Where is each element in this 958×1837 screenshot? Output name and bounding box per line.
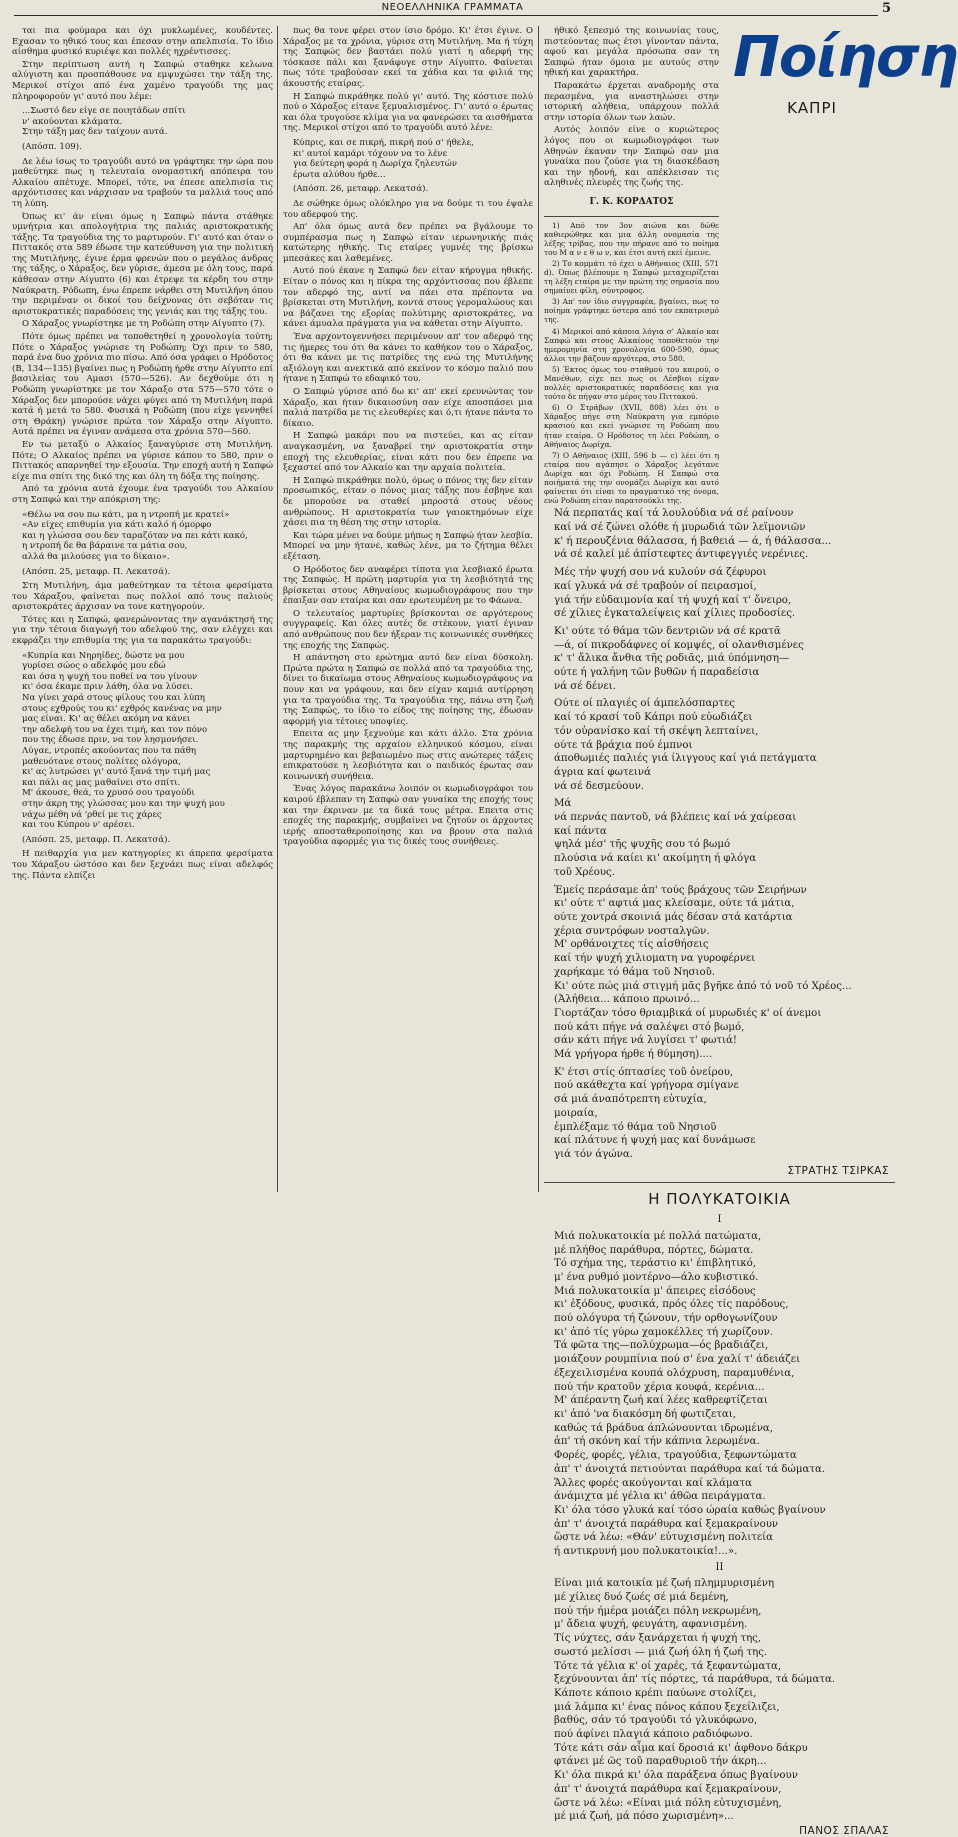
poem-line: μ' ἄδεια ψυχή, φευγάτη, αφανισμένη. — [554, 1619, 748, 1631]
poem-line: κι' ἀπό τίς γύρω χαμοκέλλες τή χωρίζουν. — [554, 1326, 774, 1338]
verse-quote — [12, 651, 273, 831]
poem-line: Μά — [554, 798, 572, 810]
poem-line: νά σέ καλεί μέ άπίστεφτες άντιφεγγιές νερένιες. — [554, 549, 809, 561]
article-continuation — [544, 26, 719, 507]
citation: (Απόσπ. 26, μεταφρ. Λεκατσά). — [293, 184, 429, 195]
verse-line: στην άκρη της γλώσσας μου και την ψυχή μου — [22, 798, 225, 809]
paragraph: Εν τω μεταξύ ο Αλκαίος ξαναγύρισε στη Μυτιλήνη. Πότε; Ο Αλκαίος πρέπει να γύρισε κάπου το 580, πριν ο Πιττακός απαρνηθεί την εξουσία. Την εποχή αυτή η Σαπφώ είχε πια σπίτι της δικό της και όλη τη δόξα της ποίησης. — [12, 439, 273, 482]
verse-line: ν' ακούονται κλάματα. — [22, 116, 123, 127]
poem-line: σά μιά άναπότρεπτη εὐτυχία, — [554, 1094, 707, 1106]
poem-line: σάν κάτι πήγε νά λυγίσει τ' φωτιά! — [554, 1035, 738, 1047]
poem-line: νά περνάς παντοῦ, νά βλέπεις καί νά χαίρεσαι — [554, 812, 797, 824]
citation: (Απόσπ. 25, μεταφρ. Π. Λεκατσά). — [22, 566, 171, 577]
poem-line: Κάποτε κάποιο κρέπι παύωνε στολίζει, — [554, 1687, 757, 1699]
poem-stanza — [554, 566, 895, 621]
poetry-column — [544, 25, 958, 1837]
verse-line: νάχω μέθη νά 'ρθεί με τις χάρες — [22, 809, 162, 820]
verse-line: «Θέλω να σου πω κάτι, μα η ντροπή με κρατεί» — [22, 509, 230, 520]
paragraph: 4) Μερικοί από κάποια λόγια σ' Αλκαίο και Σαπφώ και στους Αλκαίους τοποθετούν την ημερομηνία στη χρονολογία 600-590, όμως άλλοι την βάζουν αργότερα, στο 580. — [544, 326, 719, 363]
verse-line: αλλά θα μιλούσες για το δίκαιο». — [22, 551, 170, 562]
poem-stanza — [554, 797, 895, 879]
paragraph: 1) Από τον 3ον αιώνα και δώθε καθιερώθηκε και μια άλλη ονομασία της λέξης τρίβας, που την πήρανε από το ποίημα του Μ α ν ε θ ω ν, και έτσι αυτή εκεί έμεινε. — [544, 220, 719, 257]
poem-line: κ' τ' ἄλικα ἄνθια τῆς ροδιᾶς, μιά ύπόμνηση— — [554, 653, 790, 665]
col2-text — [283, 26, 533, 134]
poem-line: γιά τήν εὐδαιμονία καί τή ψυχή καί τ' ὄνειρο, — [554, 594, 792, 606]
poem-line: ἀπ' τή σκόνη καί τήν κάπνια λερωμένα. — [554, 1436, 760, 1448]
poem-line: ἀπ' τ' άνοιχτά παράθυρα καί ξεμακραίνουν, — [554, 1783, 782, 1795]
paragraph: Η Σαπφώ πικράθηκε πολύ γι' αυτό. Της κόστισε πολύ πού ο Χάραξος είτανε ξεμυαλισμένος. Γι' αυτό ο έρωτας και όλα τρυγούσε κλίμα για να φανερώσει τα αισθήματα της. Μερικοί στίχοι από το τραγούδι αυτό λένε: — [283, 91, 533, 134]
verse-line: Κύπρις, και σε πικρή, πικρή πού σ' ήθελε, — [293, 137, 474, 148]
poem-line: Κι' όλα τόσο γλυκά καί τόσο ώραία καθώς βγαίνουν — [554, 1504, 826, 1516]
paragraph: Η Σαπφώ μακάρι που να πιστεύει, και ας είταν αναγκασμένη, να ξαναβρεί την αριστοκρατία στην εποχή της ελευθερίας, είναι κάτι που δεν έπρεπε να ξεχαστεί από τον Αλκαίο και την αρχαία πολιτεία. — [283, 431, 533, 474]
verse-line: και η γλώσσα σου δεν ταραζόταν να πει κάτι κακό, — [22, 530, 248, 541]
column-divider — [538, 26, 539, 1192]
poem-line: ούτε τά βράχια πού έμπνοι — [554, 739, 693, 751]
journal-title: ΝΕΟΕΛΛΗΝΙΚΑ ΓΡΑΜΜΑΤΑ — [0, 2, 905, 13]
verse-line: κι' αυτοί καμάρι τόχουν να το λένε — [293, 148, 448, 159]
paragraph: Πότε όμως πρέπει να τοποθετηθεί η χρονολογία τούτη; Πότε ο Χάραξος γνώρισε τη Ροδώπη; Όχι πριν το 580, παρά ένα δυο χρόνια πιο πίσω. Από όσα γράφει ο Ηρόδοτος (B, 134—135) βγαίνει πως η Ροδώπη ήρθε στην Αίγυπτο επί βασιλείας του Αμασι (570—526). Αν δεχθούμε ότι η Ροδώπη γνωρίστηκε με τον Χάραξο στα 575—570 τότε ο Χάραξος δεν μπορούσε νάχει φύγει από τη Μυτιλήνη παρά κατά ή μετά το 580. Φυσικά η Ροδώπη (που είχε γεννηθεί στη Θράκη) γνώρισε πρώτα τον Χάραξο στην Αίγυπτο. Αυτά πρέπει να έγιναν ανάμεσα στα χρόνια 570—560. — [12, 332, 274, 438]
paragraph: 5) Έκτος όμως του σταθμού του καιρού, ο Μανέθων, είχε πει πως οι Λέσβιοι είχαν πολλές αριστοκρατικές παραδόσεις και για τούτο δε πήγαν στο μέρος του Πιττακού. — [544, 364, 719, 402]
poem-line: Κι' ούτε τό θάμα τῶν δεντριῶν νά σέ κρατᾶ — [554, 625, 781, 637]
poem-line: χαρήκαμε τό θάμα τοῦ Νησιοῦ. — [554, 966, 716, 978]
poem-line: κι' ούτε τ' αφτιά μας κλείσαμε, ούτε τά μάτια, — [554, 898, 795, 910]
poem-line: Νά περπατάς καί τά λουλούδια νά σέ ραίνουν — [554, 508, 794, 520]
col2-text — [283, 199, 533, 848]
poem-line: καί τήν ψυχή χιλιοματη να γυροφέρνει — [554, 953, 756, 965]
paragraph: Και τώρα μένει να δούμε μήπως η Σαπφώ ήταν λεσβία. Μπορεί να μην ήτανε, καθώς λένε, μα το ζήτημα θέλει εξέταση. — [283, 530, 533, 562]
poem-line: ἐμπλέξαμε τό θάμα τοῦ Νησιοῦ — [554, 1121, 717, 1133]
poem-line: νά σέ δένει. — [554, 680, 616, 692]
poem-stanza — [554, 625, 895, 694]
verse-line: για δεύτερη φορά η Δωρίχα ζηλευτών — [293, 159, 457, 170]
poem-line: ή αντικρυνή μου πολυκατοικία!...». — [554, 1546, 738, 1558]
poem-title: ΚΑΠΡΙ — [787, 99, 837, 117]
paragraph: Αυτός λοιπόν είνε ο κυριώτερος λόγος που οι κωμωδιογράφοι των Αθηνών έκαναν την Σαπφώ σαν μια γυναίκα που ζούσε για τη διασκέδαση και την ηδονή, και απέκλεισαν τις αληθινές πλευρές της ζωής της. — [544, 125, 719, 189]
poem-line: καί πάντα — [554, 825, 607, 837]
section-title: Ποίηση — [733, 25, 958, 90]
poem-line: χέρια συντρόφων νοσταλγῶν. — [554, 925, 710, 937]
poem-line: πλούσια νά καίει κι' ακοίμητη ή φλόγα — [554, 853, 757, 865]
paragraph: Επειτα ας μην ξεχνούμε και κάτι άλλο. Στα χρόνια της παρακμής της αρχαίου ελληνικού κόσμου, είναι μαρτυρημένο και βεβαιωμένο πως στις ανώτερες τάξεις επικρατούσε η λεσβιότητα και ο παιδικός έρωτας σαν κοινωνική συνήθεια. — [283, 729, 533, 782]
article-column-1 — [12, 26, 273, 1194]
paragraph: Ένα αρχοντογεννήσει περιμένουν απ' τον αδερφό της τις ήμερες του ότι θα κάνει το καθήκον του ο Χάραξος, ότι θα κάνει με τις πατρίδες της ενώ της Μυτιλήνης αξιόλογη και ανεκτικά από εκείνον το κόσμο παλιό που ήτανε η Σαπφώ το εδαφικό του. — [283, 332, 533, 385]
paragraph: Στη Μυτιλήνη, άμα μαθεύτηκαν τα τέτοια φερσίματα του Χάραξου, φαίνεται πως πολλοί από τους παλιούς αριστοκράτες άρχισαν να τονε κατηγορούν. — [12, 581, 273, 613]
poem-line: πού τήν ήμέρα μοιάζει πόλη νεκρωμένη, — [554, 1605, 762, 1617]
poem-line: τοῦ Χρέους. — [554, 866, 615, 878]
paragraph: Ο τελευταίος μαρτυρίες βρίσκονται σε αργότερους συγγραφείς. Και όλες αυτές δε στέκουν, γιατί έγιναν από ανθρώπους που δεν ήξεραν τις κοινωνικές συνθήκες της εποχής της Σαπφώς. — [283, 608, 533, 651]
verse-line: γυρίσει σώος ο αδελφός μου εδώ — [22, 661, 166, 672]
paragraph: Από τα χρόνια αυτά έχουμε ένα τραγούδι του Αλκαίου στη Σαπφώ και την απόκριση της: — [12, 484, 273, 505]
citation: (Απόσπ. 109). — [22, 141, 82, 152]
poem-line: Τότε τά γέλια κ' οί χαρές, τά ξεφαντώματα, — [554, 1660, 782, 1672]
poem-line: πού άφίνει πλαγιά κάποιο ραδιόφωνο. — [554, 1729, 753, 1741]
poem-line: κι' ἐξόδους, φυσικά, πρός όλες τίς παρόδους, — [554, 1299, 789, 1311]
col1-text — [12, 849, 273, 881]
poem-line: ὥστε νά λέω: «Θάν' εὐτυχισμένη πολιτεία — [554, 1532, 774, 1544]
verse-line: και του Κύπρου ν' αρέσει. — [22, 820, 135, 831]
verse-quote — [12, 510, 273, 563]
verse-line: έρωτα αλύθου ήρθε... — [293, 169, 386, 180]
poem-line: άγρια καί φωτεινά — [554, 766, 651, 778]
poem-line: Κι' ούτε πώς μιά στιγμή μᾶς βγῆκε ἀπό τό νοῦ τό Χρέος... — [554, 980, 852, 992]
col1-text — [12, 26, 273, 102]
paragraph: 7) Ο Αθήναιος (XIII, 596 b — c) λέει ότι η εταίρα που αγάπησε ο Χάραξος λεγότανε Δωρίχα και όχι Ροδώπη. Η Σαπφώ στα ποιήματά της την ονομάζει Δωρίχα και αυτό φαίνεται ότι είναι το πραγματικό της όνομα, ενώ Ροδώπη είταν παρατσούκλι της. — [544, 450, 719, 506]
poem-line: Τό σχήμα της, τεράστιο κι' έπιβλητικό, — [554, 1258, 756, 1270]
paragraph: Ο Ηρόδοτος δεν αναφέρει τίποτα για λεσβιακό έρωτα της Σαπφώς. Η πρώτη μαρτυρία για τη λεσβιότητά της βρίσκεται στους Αθηναίους κωμωδιογράφους που την έπαιξαν σαν εταίρα και σαν ερωτευμένη με το Φάωνα. — [283, 564, 533, 607]
verse-line: κι' ας λυτρώσει γι' αυτό ξανά την τιμή μας — [22, 767, 211, 778]
poem-line: πού τήν κρατοῦν χέρια κουφά, κερένια... — [554, 1381, 765, 1393]
poem-line: ψηλά μέσ' τῆς ψυχῆς σου τό βωμό — [554, 839, 731, 851]
poem-line: άνάμιχτα μέ γέλια κι' άθῶα πειράγματα. — [554, 1491, 766, 1503]
verse-line: κι' όσα έκαμε πριν λάθη, όλα να λύσει. — [22, 682, 193, 693]
poem-line: Φορές, φορές, γέλια, τραγούδια, ξεφωντώματα — [554, 1450, 797, 1462]
poem-line: πού κάτι πήγε νά σαλέψει στό βωμό, — [554, 1021, 745, 1033]
citation: (Απόσπ. 25, μεταφρ. Π. Λεκατσά). — [22, 834, 171, 845]
poem-author: ΣΤΡΑΤΗΣ ΤΣΙΡΚΑΣ — [787, 1164, 889, 1177]
verse-line: «Κυπρία και Νηρηίδες, δώστε να μου — [22, 650, 185, 661]
poem-line: Γιορτάζαν τόσο θριαμβικά οί μυρωδιές κ' οί άνεμοι — [554, 1007, 822, 1019]
poem-line: βαθύς, σάν τό τραγούδι τό γλυκόφωνο, — [554, 1715, 758, 1727]
verse-line: στους εχθρούς του κι' εχθρός κανένας να μην — [22, 703, 222, 714]
paragraph: 2) Το κομμάτι τό έχει ο Αθήναιος (XIII, 571 d). Όπως βλέπουμε η Σαπφώ μεταχειρίζεται τη λέξη εταίρα με την πρώτη της σημασία που σημαίνει φίλη, σύντροφος. — [544, 258, 719, 296]
poem-line: μοιάζουν ρουμπίνια πού σ' ένα χαλί τ' άδειάζει — [554, 1354, 801, 1366]
poem-line: πού ολόγυρα τή ζώνουν, τήν ορθογωνίζουν — [554, 1313, 778, 1325]
paragraph: Ένας λόγος παρακάνω λοιπόν οι κωμωδιογράφοι του καιρού έβλεπαν τη Σαπφώ σαν γυναίκα της εποχής τους και την έκριναν με τα δικά τους μέτρα. Επειτα στις εποχές της παρακμής, συμβαίνει να ζητούν οι άρχοντες ιερής αποσταθεροποίησης και να βρουν στα παλιά τραγούδια αφορμές για τις δικές τους συνήθειες. — [283, 784, 533, 848]
poem-line: Μ' ορθάνοιχτες τίς αἰσθήσεις — [554, 939, 709, 951]
verse-line: και όσα η ψυχή του ποθεί να του γίνουν — [22, 671, 198, 682]
article-signature: Γ. Κ. ΚΟΡΔΑΤΟΣ — [589, 196, 674, 207]
poem-line: ούτε χοντρά σκοινιά μάς δέσαν στά κατάρτια — [554, 912, 793, 923]
verse-line: ...Σωστό δεν είγε σε ποιητάδων σπίτι — [22, 106, 186, 117]
poem-line: καί νά σέ ζώνει ολόθε ή μυρωδιά τῶν λεϊμονιῶν — [554, 522, 806, 534]
poem-line: Μ' άπέραντη ζωή καί λέες καθρεφτίζεται — [554, 1395, 768, 1407]
poem-stanza — [554, 507, 895, 562]
page-header — [0, 0, 905, 24]
poem-line: Τά φῶτα της—πολύχρωμα—ός βραδιάζει, — [554, 1340, 769, 1352]
poem-line: μιά λάμπα κι' ένας πόνος κάπου ξεχείλιζει, — [554, 1701, 780, 1713]
paragraph: Παρακάτω έρχεται αναδρομής στα περασμένα, για αναστηλώσει στην ιστορική αλήθεια, υπάρχουν πολλά στην ιστορία όλων των λαών. — [544, 80, 719, 123]
poem-line: ὥστε νά λέω: «Είναι μιά πόλη εὐτυχισμένη, — [554, 1797, 782, 1809]
poem-line: κ' ή περουζένια θάλασσα, ή βαθειά — ά, ή θάλασσα... — [554, 535, 832, 547]
poem-line: φτάνει μέ ῶς τοῦ παραθυριοῦ τήν άκρη... — [554, 1756, 767, 1768]
column-divider — [277, 26, 278, 1192]
poem-body — [544, 1577, 895, 1824]
verse-quote — [12, 106, 273, 138]
verse-line: και πάλι ας μας μαθαίνει στο σπίτι. — [22, 777, 181, 788]
poem-line: καί γλυκά νά σέ τραβούν οί πειρασμοί, — [554, 580, 757, 592]
poem-stanza — [554, 1066, 895, 1162]
poem-author: ΠΑΝΟΣ ΣΠΑΛΑΣ — [799, 1824, 889, 1837]
poem-line: γιά τόν άγώνα. — [554, 1148, 633, 1160]
verse-line: Να γίνει χαρά στους φίλους του και λύπη — [22, 693, 205, 704]
poem-line: έξεχειλισμένα κουπά ολόχρυση, παραμυθένια, — [554, 1367, 795, 1379]
poem-line: καθώς τά βράδυα άπλώνουνται ιδρωμένα, — [554, 1422, 774, 1434]
paragraph: ται πια φούμαρα και όχι μυκλωμένες, κουδέντες. Εχασαν το ηθικό τους και έπεσαν στην απελπισία. Το ίδιο αίσθημα φυσικό κυριέψε και πολλές ηχρέντισσες. — [12, 26, 273, 58]
poem-line: μοιραία, — [554, 1107, 598, 1119]
poem-line: σωστό μελίσσι — μιά ζωή όλη ή ζωή της. — [554, 1646, 768, 1658]
poem-line: ἀπ' τ' άνοιχτά πετιούνται παράθυρα καί τά δώματα. — [554, 1463, 826, 1475]
paragraph: Αυτό πού έκανε η Σαπφώ δεν είταν κήρυγμα ηθικής. Είταν ο πόνος και η πίκρα της αρχόντισσας που έβλεπε τον αδερφό της, αντί να πάει στα πρέποντα να βρίσκεται στη Μυτιλήνη, κοντά στους γερομαλώους και να βάζανει της εξορίας πολύτιμης αριστοκράτες, να κάνει άμυαλα πράγματα για να κάθεται στην Αίγυπτο. — [283, 266, 533, 330]
paragraph: Η Σαπφώ πικράθηκε πολύ, όμως ο πόνος της δεν είταν προσωπικός, είταν ο πόνος μιας τάξης που έσβηνε και δε μπορούσε να σταθεί μπροστά στους νέους ανθρώπους. Η αριστοκρατία των γαιοκτημόνων είχε χάσει πια τη θέση της στην ιστορία. — [283, 475, 533, 529]
poem-line: —ά, οί πικροδάφνες οί κομψές, οί ολανθισμένες — [554, 639, 804, 651]
poem-line: μ' ένα ρυθμό μοντέρνο—άλο κυβιστικό. — [554, 1271, 759, 1283]
verse-line: μαθευότανε στους πολίτες ολόγυρα, — [22, 756, 182, 767]
paragraph: ήθικό ξεπεσμό της κοινωνίας τους, πιστεύοντας πως έτσι γίνονταν πάντα, αφού και μεγάλα πρόσωπα σαν τη Σαπφώ ήταν όμοια με αυτούς στην ηθική και χαρακτήρα. — [544, 26, 719, 79]
verse-line: μας είναι. Κι' ας θέλει ακόμη να κάνει — [22, 714, 191, 725]
poem-line: Ἄλλες φορές ακούγονται καί κλάματα — [554, 1477, 753, 1489]
col1-text — [12, 581, 273, 647]
paragraph: Η πειθαρχία για μεν κατηγορίες κι άπρεπα φερσίματα του Χάραξου ώστόσο και δεν ξεχνάει πως είναι αδελφός της. Πάντα ελπίζει — [12, 849, 273, 881]
poem-line: μέ πλήθος παράθυρα, πόρτες, δώματα. — [554, 1244, 754, 1256]
col1-text — [12, 157, 273, 506]
poem-line: καί τό κρασί τοῦ Κάπρι πού εὐωδιάζει — [554, 712, 753, 724]
poem-line: Μά γρήγορα ήρθε ή θύμηση).... — [554, 1049, 713, 1061]
paragraph: Όπως κι' άν είναι όμως η Σαπφώ πάντα στάθηκε υμνήτρια και απολογήτρια της παλιάς αριστοκρατικής τάξης. Τα τραγούδια της το μαρτυρούν. Γι' αυτό και όταν ο Πιττακός στα 589 έδωσε την κατεύθυνση για την πολιτική της Μυτιλήνης, έγινε έρμα φρενών που ο μεγάλος άνδρας της τάξης, ο Χάραξος, δεν γύρισε, άμεσα με όλη τους, παρά κάθεσαν στην Αίγυπτο (6) και έτρεψε τα κέρδη του στην Ναύκρατη. Ρόδωπη, ένω έπρεπε νάρθει στη Μυτιλήνη όπου την περιμέναν οι δικοί του δείχνονας ότι σεβόταν τις αριστοκρατικές παραδόσεις της γενιάς και της τάξης του. — [12, 211, 273, 317]
paragraph: Στην περίπτωση αυτή η Σαπφώ σταθηκε κελωνα αλύγιστη και προσπάθουσε να εμψυχώσει την τάξη της. Μερικοί στίχοι από ένα χαμένο τραγούδι της μας πληροφορούν γι' αυτό που λέμε: — [12, 59, 273, 102]
poem-line: Μές τήν ψυχή σου νά κυλούν σά ζέφυροι — [554, 567, 767, 579]
poem-line: Κι' όλα πικρά κι' όλα παράξενα όπως βγαίνουν — [554, 1770, 798, 1782]
poem-line: σέ χίλιες ἐγκαταλείψεις καί χίλιες προδοσίες. — [554, 608, 796, 620]
poem-line: Είναι μιά κατοικία μέ ζωή πλημμυρισμένη — [554, 1578, 775, 1590]
poem-line: πού ακάθεχτα καί γρήγορα σμίγανε — [554, 1080, 739, 1092]
poem-line: ξεχύνουνται ἀπ' τίς πόρτες, τά παράθυρα, τά δώματα. — [554, 1674, 836, 1686]
verse-line: «Αν είχες επιθυμία για κάτι καλό ή όμορφο — [22, 520, 212, 531]
poem-line: Ἐμείς περάσαμε ἀπ' τούς βράχους τῶν Σειρήνων — [554, 884, 807, 896]
poem-line: μέ μιά ζωή, μά πόσο χωρισμένη»... — [554, 1811, 734, 1823]
poem-body — [544, 507, 895, 1161]
verse-line: την αδελφή του να έχει τιμή, και τον πόνο — [22, 724, 208, 735]
poem-part-label: I — [717, 1214, 722, 1226]
poem-line: ούτε ή γαλήνη τῶν βυθῶν ή παραδείσια — [554, 667, 760, 679]
poem-line: (Ἀλήθεια... κάποιο πρωινό... — [554, 994, 700, 1006]
paragraph: Τότες και η Σαπφώ, φανερώνοντας την αγανάκτησή της για την τέτοια διαγωγή του αδελφού της, σαν ελέγχει και εκφράζει την επιθυμία της για τα παρακάτω τραγούδι: — [12, 614, 273, 647]
article-column-2 — [283, 26, 533, 1194]
poem-line: Μιά πολυκατοικία μ' άπειρες εἰσόδους — [554, 1285, 756, 1297]
poem-line: Τίς νύχτες, σάν ξανάρχεται ή ψυχή της, — [554, 1633, 762, 1645]
poem-body — [544, 1230, 895, 1559]
poem-line: Κ' έτσι στίς όπτασίες τοῦ ὀνείρου, — [554, 1066, 734, 1078]
verse-line: η ντροπή δε θα βάραινε τα μάτια σου, — [22, 541, 188, 552]
paragraph: Ο Χάραξος γνωρίστηκε με τη Ροδώπη στην Αίγυπτο (7). — [22, 319, 266, 330]
paragraph: 6) Ο Στράβων (XVII, 808) λέει ότι ο Χάραξος πήγε στη Ναύκρατη για εμπόριο κρασιού και εκεί γνώρισε τη Ροδώπη που ήταν εταίρα. Ο Ηρόδοτος τη λέει Ροδώπη, ο Αθήναιος Δωρίχα. — [544, 403, 719, 449]
paragraph: πως θα τονε φέρει στον ίσιο δρόμο. Κι' έτσι έγινε. Ο Χάραξος με τα χρόνια, γύρισε στη Μυτιλήνη. Μα ή τύχη της Σαπφώς δεν βαστάει πολύ γιατί η αδερφή της τόσκασε πάλι και ξανάφυγε στην Αίγυπτο. Φαίνεται πως τότε τραβούσαν εκεί τα χάδια και τα φιλιά της άκουστής εταίρας. — [283, 26, 533, 89]
poem-title: Η ΠΟΛΥΚΑΤΟΙΚΙΑ — [648, 1190, 791, 1209]
verse-quote — [283, 138, 533, 180]
verse-line: Στην τάξη μας δεν ταίχουν αυτά. — [22, 127, 168, 138]
poem-part-label: II — [715, 1561, 724, 1573]
poem-line: Μιά πολυκατοικία μέ πολλά πατώματα, — [554, 1230, 762, 1242]
section-divider — [544, 1182, 895, 1183]
paragraph: Ο Σαπφώ γύρισε από δω κι' απ' εκεί ερευνώντας τον Χάραξο, και ήταν δικαιοσύνη σαν είχε αποσπάσει μια παλιά πατρίδα με τις ελευθερίες και ό,τι ήτανε πάντα το δίκαιο. — [283, 387, 533, 429]
poem-stanza — [554, 697, 895, 793]
paragraph: Δε σώθηκε όμως ολόκληρο για να δούμε τι του έψαλε του αδερφού της. — [283, 198, 533, 220]
paragraph: Απ' όλα όμως αυτά δεν πρέπει να βγάλουμε το συμπέρασμα πως η Σαπφώ είταν ιερωνηνικής πιάς κατώτερης ηθικής. Τις εταίρες γυμνές της βρίσκω μπεσάκες και λαθεμένες. — [283, 222, 533, 264]
poem-line: καί πλάτυνε ή ψυχή μας καί δυνάμωσε — [554, 1135, 756, 1147]
verse-line: Λύγαε, ντροπές ακούοντας που τα πάθη — [22, 746, 197, 756]
header-rule — [14, 15, 891, 16]
poem-line: Ούτε οί πλαγιές οί άμπελόσπαρτες — [554, 698, 735, 710]
poem-line: ἀπ' τ' άνοιχτά παράθυρα καί ξεμακραίνουν — [554, 1518, 779, 1530]
verse-line: Μ' άκουσε, θεά, το χρυσό σου τραγούδι — [22, 788, 195, 799]
verse-line: που της έδωσε πριν, να τον λησμονήσει. — [22, 735, 199, 746]
paragraph: 3) Απ' τον ίδιο συγγραφέα, βγαίνει, πως το ποίημα γράφτηκε ύστερα από τον εκπατρισμό της. — [544, 297, 719, 325]
paragraph: Δε λέω ίσως το τραγούδι αυτό να γράφτηκε την ώρα που μαθεύτηκε πως η τελευταία ονομαστική απόπειρα του Αλκαίου απέτυχε. Μπορεί, τότε, να έπεσε απελπισία τις αρχόντισσες και νάρχισαν να τραβούν τα μαλλιά τους από τη λύπη. — [12, 156, 273, 209]
col3-text — [544, 26, 719, 189]
poem-line: άποθωμιές παλιές γιά ίλιγγους καί γιά πετάγματα — [554, 753, 817, 765]
poem-line: μέ χίλιες δυό ζωές σέ μιά δεμένη, — [554, 1592, 729, 1604]
paragraph: Η απάντηση στο ερώτημα αυτό δεν είναι δύσκολη. Πρώτα πρώτα η Σαπφώ σε πολλά από τα τραγούδια της, δίνει το δικαίωμα στους Αθηναίους κωμωδιογράφους να πουν και να γράφουν, και δεν είχαν καμιά αντίρρηση για τα τραγούδια της. Τα τραγούδια της, πάνω στη ζωή της Σαπφώς, το ίδιο το είδος της ποίησης της, έδωσαν αφορμή για τέτοιες υποψίες. — [283, 653, 533, 727]
poem-line: νά σέ δεσμεύουν. — [554, 780, 644, 792]
poem-line: κι' ἀπό 'να διακόσμη δή φωτιζεται, — [554, 1408, 736, 1420]
footnotes — [544, 216, 719, 506]
page-number: 5 — [878, 1, 891, 16]
poem-line: τόν οὐρανίσκο καί τή σκέψη λεπταίνει, — [554, 725, 759, 737]
poem-line: Τότε κάτι σάν αἷμα καί δροσιά κι' ἀφθονο δάκρυ — [554, 1742, 808, 1754]
poem-stanza — [554, 884, 895, 1062]
